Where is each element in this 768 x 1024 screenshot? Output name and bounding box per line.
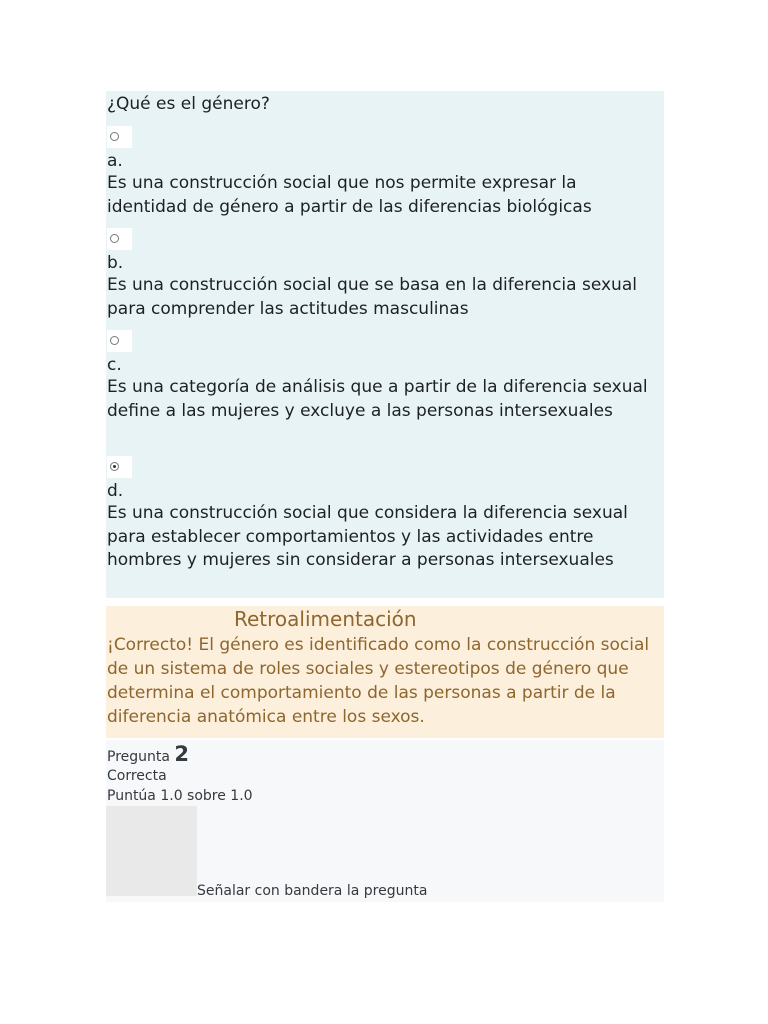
option-letter: a. xyxy=(107,151,123,171)
answer-option-b[interactable] xyxy=(107,228,659,321)
feedback-panel xyxy=(106,606,664,738)
flag-question-link[interactable]: Señalar con bandera la pregunta xyxy=(197,883,428,899)
option-text: Es una construcción social que nos permite expresar la identidad de género a partir de las diferencias biológicas xyxy=(107,173,592,217)
option-text: Es una categoría de análisis que a partir de la diferencia sexual define a las mujeres y excluye a las personas intersexuales xyxy=(107,377,648,421)
radio-b[interactable] xyxy=(107,228,132,250)
radio-button-icon[interactable] xyxy=(110,336,119,345)
radio-d[interactable] xyxy=(107,456,132,478)
radio-button-icon[interactable] xyxy=(110,234,119,243)
question-number: 2 xyxy=(174,742,190,766)
feedback-title: Retroalimentación xyxy=(234,607,417,631)
question-text: ¿Qué es el género? xyxy=(107,94,270,114)
question-info-panel xyxy=(106,740,664,902)
question-number-label xyxy=(107,743,189,768)
question-label: Pregunta xyxy=(107,749,170,765)
option-letter: d. xyxy=(107,481,124,501)
radio-button-icon[interactable] xyxy=(110,132,119,141)
option-letter: b. xyxy=(107,253,124,273)
question-state: Correcta xyxy=(107,768,167,784)
radio-c[interactable] xyxy=(107,330,132,352)
option-text: Es una construcción social que se basa en la diferencia sexual para comprender las actitudes masculinas xyxy=(107,275,637,319)
question-panel xyxy=(106,91,664,598)
radio-button-checked-icon[interactable] xyxy=(110,462,119,471)
flag-icon-placeholder[interactable] xyxy=(106,806,197,896)
question-grade: Puntúa 1.0 sobre 1.0 xyxy=(107,788,253,804)
radio-a[interactable] xyxy=(107,126,132,148)
option-letter: c. xyxy=(107,355,122,375)
answer-option-a[interactable] xyxy=(107,126,659,219)
option-text: Es una construcción social que considera la diferencia sexual para establecer comportamientos y las actividades entre hombres y mujeres sin considerar a personas intersexuales xyxy=(107,503,628,570)
answer-option-d[interactable] xyxy=(107,456,659,573)
answer-option-c[interactable] xyxy=(107,330,659,423)
feedback-text: ¡Correcto! El género es identificado como la construcción social de un sistema de roles sociales y estereotipos de género que determina el comportamiento de las personas a partir de la diferencia anatómica entre los sexos. xyxy=(107,635,650,727)
